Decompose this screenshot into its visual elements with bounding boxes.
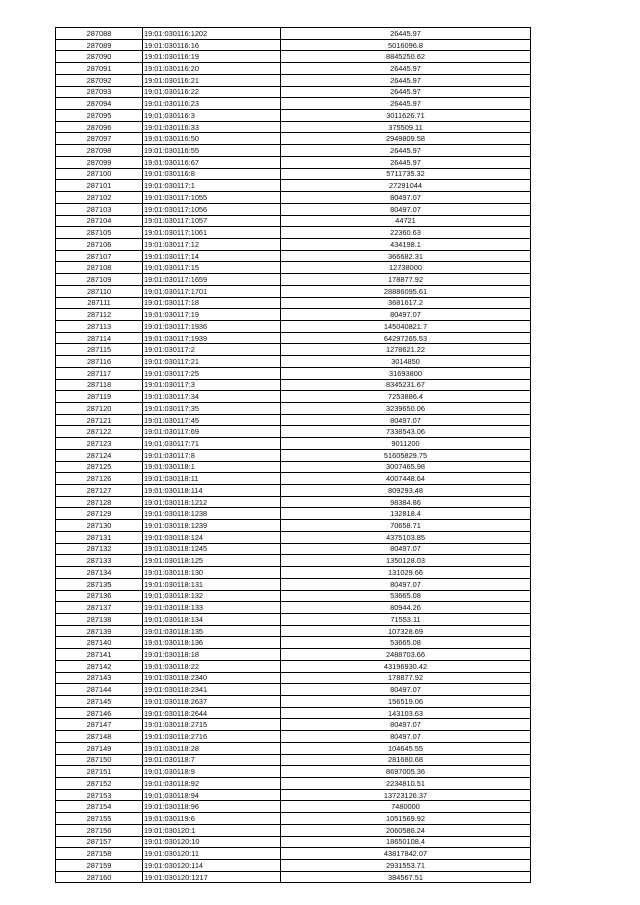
cadastral-number-cell: 19:01:030118:1212 <box>143 496 281 508</box>
table-row <box>56 473 531 485</box>
table-row <box>56 719 531 731</box>
value-cell: 26445.97 <box>281 86 531 98</box>
row-id-cell: 287099 <box>56 156 143 168</box>
row-id-cell: 287145 <box>56 695 143 707</box>
table-row <box>56 801 531 813</box>
table-row <box>56 824 531 836</box>
cadastral-number-cell: 19:01:030118:7 <box>143 754 281 766</box>
value-cell: 8697005.36 <box>281 766 531 778</box>
row-id-cell: 287131 <box>56 531 143 543</box>
row-id-cell: 287122 <box>56 426 143 438</box>
value-cell: 80497.07 <box>281 578 531 590</box>
cadastral-number-cell: 19:01:030117:35 <box>143 403 281 415</box>
cadastral-number-cell: 19:01:030120:114 <box>143 860 281 872</box>
value-cell: 281680.68 <box>281 754 531 766</box>
cadastral-number-cell: 19:01:030117:3 <box>143 379 281 391</box>
row-id-cell: 287148 <box>56 731 143 743</box>
row-id-cell: 287094 <box>56 98 143 110</box>
row-id-cell: 287112 <box>56 309 143 321</box>
table-row <box>56 110 531 122</box>
table-row <box>56 426 531 438</box>
table-row <box>56 555 531 567</box>
table-row <box>56 367 531 379</box>
value-cell: 53665.08 <box>281 637 531 649</box>
table-row <box>56 485 531 497</box>
row-id-cell: 287104 <box>56 215 143 227</box>
row-id-cell: 287105 <box>56 227 143 239</box>
row-id-cell: 287101 <box>56 180 143 192</box>
value-cell: 375509.11 <box>281 121 531 133</box>
table-row <box>56 637 531 649</box>
cadastral-number-cell: 19:01:030116:33 <box>143 121 281 133</box>
value-cell: 53665.08 <box>281 590 531 602</box>
value-cell: 28886095.61 <box>281 285 531 297</box>
table-row <box>56 285 531 297</box>
value-cell: 80497.07 <box>281 414 531 426</box>
row-id-cell: 287092 <box>56 74 143 86</box>
row-id-cell: 287109 <box>56 274 143 286</box>
table-row <box>56 192 531 204</box>
cadastral-number-cell: 19:01:030118:2637 <box>143 695 281 707</box>
value-cell: 8345231.67 <box>281 379 531 391</box>
cadastral-number-cell: 19:01:030117:18 <box>143 297 281 309</box>
row-id-cell: 287108 <box>56 262 143 274</box>
row-id-cell: 287114 <box>56 332 143 344</box>
cadastral-number-cell: 19:01:030116:23 <box>143 98 281 110</box>
table-row <box>56 496 531 508</box>
value-cell: 3014850 <box>281 356 531 368</box>
table-row <box>56 121 531 133</box>
row-id-cell: 287150 <box>56 754 143 766</box>
row-id-cell: 287088 <box>56 28 143 40</box>
table-row <box>56 778 531 790</box>
value-cell: 366682.31 <box>281 250 531 262</box>
cadastral-number-cell: 19:01:030118:11 <box>143 473 281 485</box>
cadastral-number-cell: 19:01:030117:1056 <box>143 203 281 215</box>
cadastral-number-cell: 19:01:030118:2715 <box>143 719 281 731</box>
table-row <box>56 168 531 180</box>
cadastral-number-cell: 19:01:030117:1055 <box>143 192 281 204</box>
table-row <box>56 86 531 98</box>
cadastral-number-cell: 19:01:030118:134 <box>143 613 281 625</box>
cadastral-number-cell: 19:01:030116:50 <box>143 133 281 145</box>
row-id-cell: 287089 <box>56 39 143 51</box>
value-cell: 3007465.98 <box>281 461 531 473</box>
cadastral-number-cell: 19:01:030118:22 <box>143 660 281 672</box>
table-row <box>56 543 531 555</box>
value-cell: 80497.07 <box>281 309 531 321</box>
cadastral-value-table <box>55 27 531 883</box>
row-id-cell: 287090 <box>56 51 143 63</box>
cadastral-number-cell: 19:01:030118:2716 <box>143 731 281 743</box>
row-id-cell: 287116 <box>56 356 143 368</box>
row-id-cell: 287129 <box>56 508 143 520</box>
table-row <box>56 531 531 543</box>
row-id-cell: 287107 <box>56 250 143 262</box>
cadastral-number-cell: 19:01:030118:1245 <box>143 543 281 555</box>
value-cell: 2931553.71 <box>281 860 531 872</box>
value-cell: 2488703.66 <box>281 649 531 661</box>
value-cell: 80497.07 <box>281 192 531 204</box>
table-row <box>56 145 531 157</box>
cadastral-number-cell: 19:01:030116:20 <box>143 63 281 75</box>
row-id-cell: 287154 <box>56 801 143 813</box>
table-row <box>56 695 531 707</box>
cadastral-number-cell: 19:01:030120:10 <box>143 836 281 848</box>
row-id-cell: 287121 <box>56 414 143 426</box>
value-cell: 26445.97 <box>281 28 531 40</box>
value-cell: 80497.07 <box>281 543 531 555</box>
cadastral-number-cell: 19:01:030118:136 <box>143 637 281 649</box>
table-row <box>56 660 531 672</box>
row-id-cell: 287159 <box>56 860 143 872</box>
cadastral-number-cell: 19:01:030116:67 <box>143 156 281 168</box>
value-cell: 80497.07 <box>281 731 531 743</box>
table-row <box>56 133 531 145</box>
cadastral-number-cell: 19:01:030116:3 <box>143 110 281 122</box>
value-cell: 384567.51 <box>281 871 531 883</box>
table-row <box>56 871 531 883</box>
cadastral-number-cell: 19:01:030117:1659 <box>143 274 281 286</box>
row-id-cell: 287106 <box>56 238 143 250</box>
row-id-cell: 287096 <box>56 121 143 133</box>
row-id-cell: 287153 <box>56 789 143 801</box>
table-row <box>56 309 531 321</box>
cadastral-number-cell: 19:01:030116:1202 <box>143 28 281 40</box>
cadastral-number-cell: 19:01:030118:1238 <box>143 508 281 520</box>
table-row <box>56 39 531 51</box>
value-cell: 4007448.64 <box>281 473 531 485</box>
cadastral-number-cell: 19:01:030120:11 <box>143 848 281 860</box>
table-row <box>56 590 531 602</box>
table-row <box>56 180 531 192</box>
table-row <box>56 74 531 86</box>
cadastral-number-cell: 19:01:030118:135 <box>143 625 281 637</box>
value-cell: 5711735.32 <box>281 168 531 180</box>
value-cell: 1278621.22 <box>281 344 531 356</box>
value-cell: 26445.97 <box>281 145 531 157</box>
row-id-cell: 287100 <box>56 168 143 180</box>
table-row <box>56 567 531 579</box>
value-cell: 3681617.2 <box>281 297 531 309</box>
table-row <box>56 156 531 168</box>
row-id-cell: 287149 <box>56 742 143 754</box>
table-row <box>56 766 531 778</box>
value-cell: 12738000 <box>281 262 531 274</box>
value-cell: 434198.1 <box>281 238 531 250</box>
row-id-cell: 287147 <box>56 719 143 731</box>
table-row <box>56 356 531 368</box>
row-id-cell: 287102 <box>56 192 143 204</box>
cadastral-number-cell: 19:01:030117:2 <box>143 344 281 356</box>
row-id-cell: 287155 <box>56 813 143 825</box>
row-id-cell: 287143 <box>56 672 143 684</box>
row-id-cell: 287097 <box>56 133 143 145</box>
cadastral-number-cell: 19:01:030117:8 <box>143 449 281 461</box>
value-cell: 178877.92 <box>281 274 531 286</box>
cadastral-number-cell: 19:01:030116:16 <box>143 39 281 51</box>
cadastral-number-cell: 19:01:030118:2340 <box>143 672 281 684</box>
value-cell: 43196930.42 <box>281 660 531 672</box>
value-cell: 51605829.75 <box>281 449 531 461</box>
row-id-cell: 287160 <box>56 871 143 883</box>
value-cell: 1350128.03 <box>281 555 531 567</box>
value-cell: 80497.07 <box>281 719 531 731</box>
table-row <box>56 227 531 239</box>
value-cell: 3239650.06 <box>281 403 531 415</box>
table-row <box>56 684 531 696</box>
value-cell: 9011200 <box>281 438 531 450</box>
table-row <box>56 379 531 391</box>
row-id-cell: 287135 <box>56 578 143 590</box>
row-id-cell: 287091 <box>56 63 143 75</box>
table-row <box>56 391 531 403</box>
table-row <box>56 578 531 590</box>
cadastral-number-cell: 19:01:030117:69 <box>143 426 281 438</box>
cadastral-number-cell: 19:01:030118:130 <box>143 567 281 579</box>
cadastral-number-cell: 19:01:030120:1217 <box>143 871 281 883</box>
cadastral-number-cell: 19:01:030118:94 <box>143 789 281 801</box>
value-cell: 44721 <box>281 215 531 227</box>
cadastral-number-cell: 19:01:030118:114 <box>143 485 281 497</box>
cadastral-number-cell: 19:01:030117:1061 <box>143 227 281 239</box>
cadastral-number-cell: 19:01:030117:25 <box>143 367 281 379</box>
cadastral-number-cell: 19:01:030118:9 <box>143 766 281 778</box>
cadastral-number-cell: 19:01:030116:8 <box>143 168 281 180</box>
row-id-cell: 287138 <box>56 613 143 625</box>
value-cell: 8845250.62 <box>281 51 531 63</box>
value-cell: 64297265.53 <box>281 332 531 344</box>
cadastral-number-cell: 19:01:030118:132 <box>143 590 281 602</box>
cadastral-number-cell: 19:01:030117:14 <box>143 250 281 262</box>
row-id-cell: 287119 <box>56 391 143 403</box>
value-cell: 7253886.4 <box>281 391 531 403</box>
table-row <box>56 250 531 262</box>
value-cell: 3011626.71 <box>281 110 531 122</box>
table-row <box>56 403 531 415</box>
value-cell: 13723126.37 <box>281 789 531 801</box>
row-id-cell: 287132 <box>56 543 143 555</box>
table-row <box>56 731 531 743</box>
value-cell: 7338543.06 <box>281 426 531 438</box>
row-id-cell: 287157 <box>56 836 143 848</box>
cadastral-number-cell: 19:01:030118:92 <box>143 778 281 790</box>
row-id-cell: 287127 <box>56 485 143 497</box>
value-cell: 71553.11 <box>281 613 531 625</box>
table-row <box>56 274 531 286</box>
row-id-cell: 287144 <box>56 684 143 696</box>
table-row <box>56 672 531 684</box>
value-cell: 80497.07 <box>281 684 531 696</box>
cadastral-number-cell: 19:01:030117:19 <box>143 309 281 321</box>
table-row <box>56 449 531 461</box>
row-id-cell: 287130 <box>56 520 143 532</box>
row-id-cell: 287098 <box>56 145 143 157</box>
table-row <box>56 649 531 661</box>
table-row <box>56 203 531 215</box>
value-cell: 43817842.07 <box>281 848 531 860</box>
cadastral-number-cell: 19:01:030118:133 <box>143 602 281 614</box>
value-cell: 22360.63 <box>281 227 531 239</box>
value-cell: 2949809.58 <box>281 133 531 145</box>
value-cell: 178877.92 <box>281 672 531 684</box>
row-id-cell: 287125 <box>56 461 143 473</box>
table-body <box>56 28 531 883</box>
row-id-cell: 287118 <box>56 379 143 391</box>
table-row <box>56 332 531 344</box>
cadastral-number-cell: 19:01:030117:1936 <box>143 320 281 332</box>
table-row <box>56 754 531 766</box>
table-row <box>56 742 531 754</box>
cadastral-number-cell: 19:01:030117:1701 <box>143 285 281 297</box>
row-id-cell: 287128 <box>56 496 143 508</box>
value-cell: 1051569.92 <box>281 813 531 825</box>
row-id-cell: 287152 <box>56 778 143 790</box>
value-cell: 26445.97 <box>281 74 531 86</box>
table-row <box>56 508 531 520</box>
row-id-cell: 287126 <box>56 473 143 485</box>
table-row <box>56 215 531 227</box>
table-row <box>56 344 531 356</box>
value-cell: 70658.71 <box>281 520 531 532</box>
value-cell: 26445.97 <box>281 156 531 168</box>
value-cell: 26445.97 <box>281 63 531 75</box>
table-row <box>56 520 531 532</box>
cadastral-number-cell: 19:01:030117:1057 <box>143 215 281 227</box>
row-id-cell: 287115 <box>56 344 143 356</box>
row-id-cell: 287139 <box>56 625 143 637</box>
row-id-cell: 287117 <box>56 367 143 379</box>
row-id-cell: 287124 <box>56 449 143 461</box>
value-cell: 107328.69 <box>281 625 531 637</box>
row-id-cell: 287151 <box>56 766 143 778</box>
cadastral-number-cell: 19:01:030118:2644 <box>143 707 281 719</box>
cadastral-number-cell: 19:01:030118:125 <box>143 555 281 567</box>
cadastral-number-cell: 19:01:030117:71 <box>143 438 281 450</box>
value-cell: 2060586.24 <box>281 824 531 836</box>
table-row <box>56 28 531 40</box>
row-id-cell: 287134 <box>56 567 143 579</box>
value-cell: 143103.63 <box>281 707 531 719</box>
table-row <box>56 602 531 614</box>
table-row <box>56 262 531 274</box>
row-id-cell: 287140 <box>56 637 143 649</box>
cadastral-number-cell: 19:01:030116:21 <box>143 74 281 86</box>
cadastral-number-cell: 19:01:030117:1939 <box>143 332 281 344</box>
cadastral-number-cell: 19:01:030117:12 <box>143 238 281 250</box>
table-row <box>56 461 531 473</box>
row-id-cell: 287095 <box>56 110 143 122</box>
table-row <box>56 98 531 110</box>
value-cell: 7480000 <box>281 801 531 813</box>
cadastral-number-cell: 19:01:030116:55 <box>143 145 281 157</box>
value-cell: 145040821.7 <box>281 320 531 332</box>
value-cell: 5016096.8 <box>281 39 531 51</box>
cadastral-number-cell: 19:01:030116:22 <box>143 86 281 98</box>
table-row <box>56 813 531 825</box>
row-id-cell: 287158 <box>56 848 143 860</box>
value-cell: 80497.07 <box>281 203 531 215</box>
row-id-cell: 287142 <box>56 660 143 672</box>
value-cell: 18650108.4 <box>281 836 531 848</box>
table-row <box>56 625 531 637</box>
cadastral-number-cell: 19:01:030118:1 <box>143 461 281 473</box>
table-row <box>56 438 531 450</box>
table-row <box>56 848 531 860</box>
row-id-cell: 287141 <box>56 649 143 661</box>
row-id-cell: 287137 <box>56 602 143 614</box>
value-cell: 132818.4 <box>281 508 531 520</box>
cadastral-number-cell: 19:01:030118:1239 <box>143 520 281 532</box>
table-row <box>56 414 531 426</box>
row-id-cell: 287110 <box>56 285 143 297</box>
row-id-cell: 287120 <box>56 403 143 415</box>
row-id-cell: 287133 <box>56 555 143 567</box>
cadastral-number-cell: 19:01:030118:18 <box>143 649 281 661</box>
cadastral-number-cell: 19:01:030119:6 <box>143 813 281 825</box>
value-cell: 31693800 <box>281 367 531 379</box>
cadastral-number-cell: 19:01:030118:2341 <box>143 684 281 696</box>
table-row <box>56 51 531 63</box>
row-id-cell: 287093 <box>56 86 143 98</box>
value-cell: 131029.66 <box>281 567 531 579</box>
value-cell: 80944.26 <box>281 602 531 614</box>
cadastral-number-cell: 19:01:030120:1 <box>143 824 281 836</box>
table-row <box>56 707 531 719</box>
cadastral-number-cell: 19:01:030118:96 <box>143 801 281 813</box>
row-id-cell: 287156 <box>56 824 143 836</box>
cadastral-number-cell: 19:01:030117:34 <box>143 391 281 403</box>
cadastral-number-cell: 19:01:030118:131 <box>143 578 281 590</box>
cadastral-number-cell: 19:01:030117:15 <box>143 262 281 274</box>
value-cell: 98384.86 <box>281 496 531 508</box>
cadastral-number-cell: 19:01:030116:19 <box>143 51 281 63</box>
table-row <box>56 789 531 801</box>
table-row <box>56 63 531 75</box>
value-cell: 4375103.85 <box>281 531 531 543</box>
row-id-cell: 287103 <box>56 203 143 215</box>
row-id-cell: 287146 <box>56 707 143 719</box>
table-row <box>56 613 531 625</box>
value-cell: 26445.97 <box>281 98 531 110</box>
table-row <box>56 320 531 332</box>
row-id-cell: 287136 <box>56 590 143 602</box>
table-row <box>56 836 531 848</box>
cadastral-number-cell: 19:01:030117:21 <box>143 356 281 368</box>
cadastral-number-cell: 19:01:030117:45 <box>143 414 281 426</box>
value-cell: 27291044 <box>281 180 531 192</box>
row-id-cell: 287113 <box>56 320 143 332</box>
table-row <box>56 860 531 872</box>
row-id-cell: 287111 <box>56 297 143 309</box>
cadastral-number-cell: 19:01:030118:124 <box>143 531 281 543</box>
value-cell: 156519.06 <box>281 695 531 707</box>
cadastral-number-cell: 19:01:030117:1 <box>143 180 281 192</box>
row-id-cell: 287123 <box>56 438 143 450</box>
table-row <box>56 238 531 250</box>
cadastral-number-cell: 19:01:030118:28 <box>143 742 281 754</box>
value-cell: 809293.48 <box>281 485 531 497</box>
value-cell: 2234810.51 <box>281 778 531 790</box>
table-row <box>56 297 531 309</box>
value-cell: 104645.55 <box>281 742 531 754</box>
